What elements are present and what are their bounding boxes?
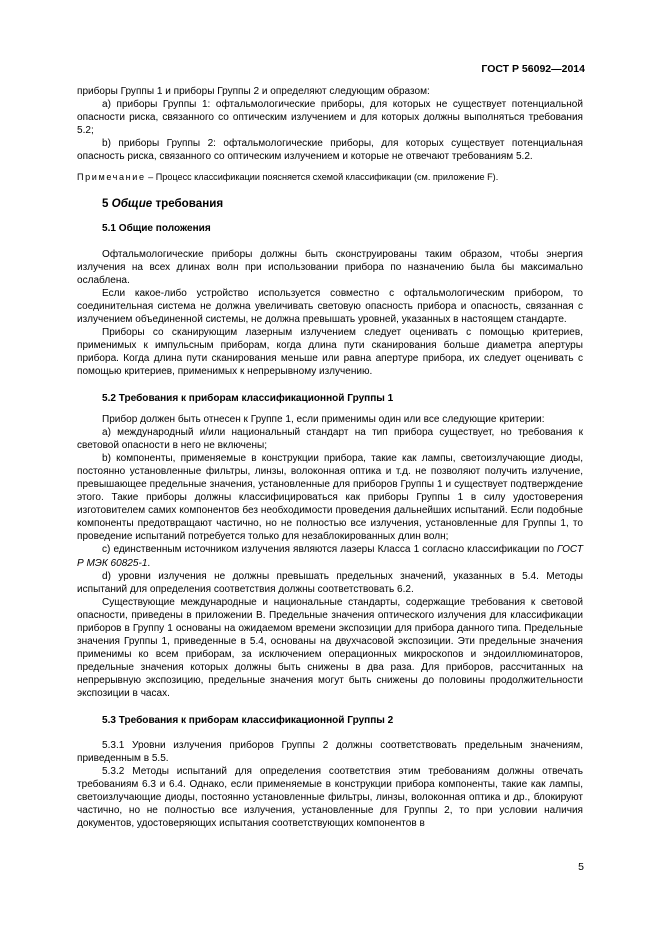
section-5-number: 5	[102, 196, 112, 210]
document-body	[77, 85, 583, 830]
section-5-2-paragraph-1: Прибор должен быть отнесен к Группе 1, если применимы один или все следующие критерии:	[102, 413, 545, 425]
section-5-heading	[77, 197, 583, 211]
section-5-2-item-b: b) компоненты, применяемые в конструкции прибора, такие как лампы, светоизлучающие диоды, постоянно установленные фильтры, линзы, волоконная оптика и т.д. не позволяют получить излучение, превышающее предельные значения, установленные для приборов Группы 1 и существует подтверждение этого. Такие приборы должны классифицироваться как приборы Группы 1 в силу удостоверения изготовителем самих компонентов без необходимости проведения дальнейших испытаний. Если подобные компоненты предотвращают частично, но не полностью все излучения, установленные для Группы 1, то проведение испытаний потребуется только для незаблокированных длин волн;	[77, 452, 583, 543]
intro-item-b: b) приборы Группы 2: офтальмологические приборы, для которых существует потенциальная опасность риска, связанного со оптическим излучением и которые не отвечают требованиям 5.2.	[77, 138, 583, 163]
section-5-2-item-a: а) международный и/или национальный стандарт на тип прибора существует, но требования к световой опасности в него не включены;	[77, 426, 583, 451]
note-text: – Процесс классификации поясняется схемой классификации (см. приложение F).	[145, 171, 499, 182]
section-5-title-rest: требования	[152, 196, 224, 210]
section-5-1-paragraph-3: Приборы со сканирующим лазерным излучением следует оценивать с помощью критериев, применимых к импульсным приборам, когда длина пути сканирования больше диаметра апертуры прибора. Когда длина пути сканирования меньше или равна апертуре прибора, их следует оценивать с помощью критериев, применимых к непрерывному излучению.	[77, 327, 583, 378]
document-header-id: ГОСТ Р 56092—2014	[481, 63, 585, 75]
section-5-2-paragraph-last: Существующие международные и национальные стандарты, содержащие требования к световой опасности, приведены в приложении В. Предельные значения оптического излучения для классификации приборов в Группу 1 основаны на ожидаемом времени экспозиции для прибора данного типа. Предельные значения Группы 1, приведенные в 5.4, основаны на двухчасовой экспозиции. Эти предельные значения применимы ко всем приборам, за исключением операционных микроскопов и эндоиллюминаторов, предельные значения которых должны быть снижены в два раза. Для приборов, рассчитанных на непрерывную экспозицию, предельные значения могут быть снижены до половины продолжительности экспозиции в часах.	[77, 596, 583, 700]
item-c-standard-ref: ГОСТ Р МЭК 60825-1	[77, 544, 583, 569]
intro-paragraph: приборы Группы 1 и приборы Группы 2 и определяют следующим образом:	[77, 86, 430, 97]
section-5-1-paragraph-1: Офтальмологические приборы должны быть сконструированы таким образом, чтобы энергия излучения на всех длинах волн при использовании прибора по назначению была бы максимально ослаблена.	[77, 248, 583, 286]
section-5-2-item-d: d) уровни излучения не должны превышать предельных значений, указанных в 5.4. Методы испытаний для определения соответствия должны соответствовать 6.2.	[77, 570, 583, 595]
item-c-text: с) единственным источником излучения являются лазеры Класса 1 согласно классификации по	[102, 544, 557, 556]
section-5-2-heading: 5.2 Требования к приборам классификационной Группы 1	[102, 392, 394, 404]
section-5-3-2-paragraph: 5.3.2 Методы испытаний для определения соответствия этим требованиям должны отвечать требованиям 6.3 и 6.4. Однако, если применяемые в конструкции прибора компоненты, такие как лампы, светоизлучающие диоды, постоянно установленные фильтры, линзы, волоконная оптика и др., блокируют частично, но не полностью все излучения, установленные для Группы 2, то при условии наличия документов, удостоверяющих испытания соответствующих компонентов в	[77, 765, 583, 830]
note-label: Примечание	[77, 171, 146, 182]
section-5-italic-word: Общие	[111, 196, 153, 210]
section-5-2-item-c	[77, 543, 583, 569]
note	[77, 171, 583, 183]
section-5-3-1-paragraph: 5.3.1 Уровни излучения приборов Группы 2 должны соответствовать предельным значениям, приведенным в 5.5.	[77, 739, 583, 764]
item-c-end: .	[147, 557, 151, 569]
section-5-1-paragraph-2: Если какое-либо устройство используется совместно с офтальмологическим прибором, то соединительная система не должна увеличивать световую опасность прибора и опасность, связанная с излучением объединенной системы, не должна превышать уровней, указанных в настоящем стандарте.	[77, 287, 583, 326]
section-5-1-heading: 5.1 Общие положения	[102, 222, 211, 234]
intro-item-a: а) приборы Группы 1: офтальмологические приборы, для которых не существует потенциальной опасности риска, связанного со оптическим излучением и для которых должны выполняться требования 5.2;	[77, 99, 583, 137]
page-number: 5	[578, 861, 584, 873]
section-5-3-heading: 5.3 Требования к приборам классификационной Группы 2	[102, 714, 394, 726]
